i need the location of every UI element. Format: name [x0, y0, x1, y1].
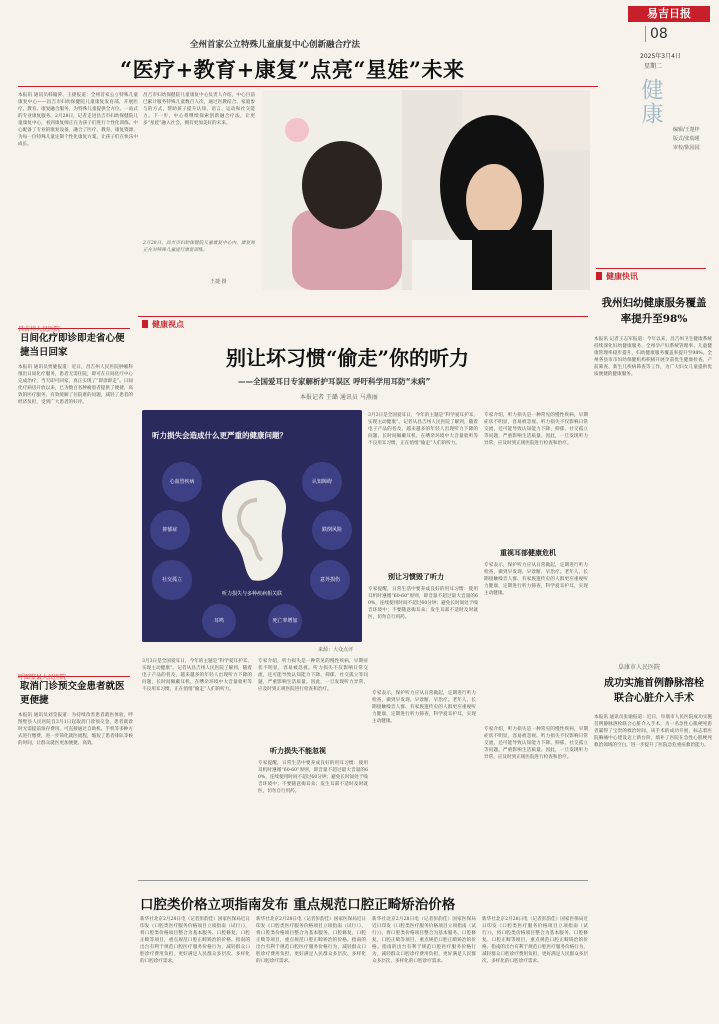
feature-body-lower2: 专家介绍，听力损失是一种常见的慢性疾病，早期症状不明显，容易被忽视。听力损失不仅影响日常交流，还可能导致认知能力下降、抑郁、社交孤立等问题，严重影响生活质量。因此，一旦发现听力异常，应及时到正规医院进行检查和治疗。 — [258, 659, 368, 692]
flash-source2: 阜康市人民医院 — [618, 664, 661, 671]
feature-subhead-c: 重视耳部健康危机 — [500, 548, 556, 557]
ear-graphic — [202, 470, 302, 590]
info-bubble — [302, 462, 342, 502]
source-label: 昌吉州人民医院 — [18, 326, 61, 333]
feature-body-a: 3月3日是全国爱耳日，今年的主题是“科学爱耳护耳，实现主动健康”。记者从昌吉州人民医院了解到，随着电子产品的普及，越来越多的年轻人出现听力下降的问题，长时间佩戴耳机、在嘈杂环境中大音量收听等不良用耳习惯，正在悄悄“偷走”人们的听力。 — [368, 413, 478, 446]
tag-marker-icon — [596, 272, 602, 280]
infographic-center: 听力损失与多种疾病相关联 — [221, 591, 282, 597]
info-bubble-label: 意外损伤 — [319, 577, 340, 583]
bottom-body-3: 新华社北京2月28日电（记者彭韵佳）国家医保局近日印发《口腔类医疗服务价格项目立项指南（试行）》，将口腔类价格项目整合为基本服务、口腔修复、口腔正畸等项目，重点规范口腔正畸矫治的价格。指南的出台有利于规范口腔医疗服务价格行为，减轻群众口腔诊疗费用负担，更好满足人民群众多层次、多样化的口腔诊疗需求。 — [372, 917, 476, 964]
paper-name: 易吉日报 — [628, 6, 710, 22]
feature-body-lower4: 专家表示，保护听力应从日常做起，定期进行听力检查，做到早发现、早诊断、早治疗。老年人、长期接触噪音人群、有家族遗传史的人群更应重视听力健康，定期进行听力筛查，科学爱耳护耳，实现主动健康。 — [372, 691, 476, 724]
top-rule — [18, 86, 598, 87]
info-bubble-label: 抑郁症 — [162, 527, 178, 533]
masthead — [590, 6, 715, 151]
info-bubble-label: 社交孤立 — [161, 577, 182, 583]
info-bubble — [268, 604, 302, 638]
flash-headline: 我州妇幼健康服务覆盖率提升至98% — [601, 297, 707, 325]
feature-body-b: 专家介绍，听力损失是一种常见的慢性疾病，早期症状不明显，容易被忽视。听力损失不仅影响日常交流，还可能导致认知能力下降、抑郁、社交孤立等问题，严重影响生活质量。因此，一旦发现听力异常，应及时到正规医院进行检查和治疗。 — [484, 413, 588, 446]
infographic — [142, 410, 362, 642]
info-bubble — [310, 560, 350, 600]
feature-subhead-a: 听力损失不能忽视 — [270, 746, 326, 755]
flash-headline2: 成功实施首例静脉溶栓联合心脏介入手术 — [604, 678, 704, 704]
feature-body-d: 专家表示，保护听力应从日常做起，定期进行听力检查，做到早发现、早诊断、早治疗。老年人、长期接触噪音人群、有家族遗传史的人群更应重视听力健康，定期进行听力筛查，科学爱耳护耳，实现主动健康。 — [484, 563, 588, 596]
left-headline2: 取消门诊预交金患者就医更便捷 — [20, 681, 125, 706]
bottom-headline: 口腔类价格立项指南发布 重点规范口腔正畸矫治价格 — [140, 897, 456, 913]
flash-body: 本报讯 记者王志军报道：今年以来，昌吉州卫生健康系统持续深化妇幼健康服务，全州孕产妇系统管理率、儿童健康管理率稳步提升，妇幼健康服务覆盖率提升至98%。全州各县市市妇幼保健机构积极开展孕前优生健康检查、产前筛查、新生儿疾病筛查等工作，为广大妇女儿童提供优质便捷的健康服务。 — [594, 337, 712, 377]
issue-date: 2025年3月4日 — [640, 53, 681, 60]
top-body-mid: 昌吉市妇幼保健院儿童康复中心负责人介绍，中心目前已累计服务特殊儿童数百人次，通过医教结合、家庭参与的方式，帮助孩子提升认知、语言、运动和社交能力。下一步，中心将继续探索创新融合疗法，让更多“星娃”融入社会，拥有更加美好的未来。 — [143, 93, 255, 126]
source-label: 呼图壁县人民医院 — [18, 674, 67, 681]
info-bubble — [152, 560, 192, 600]
page-number: 08 — [645, 26, 668, 42]
tag-marker-icon — [142, 320, 148, 328]
bottom-divider — [138, 880, 588, 881]
top-kicker: 全州首家公立特殊儿童康复中心创新融合疗法 — [190, 40, 361, 50]
top-headline: “医疗+教育+康复”点亮“星娃”未来 — [120, 57, 465, 82]
feature-body-lower3: 专家提醒，日常生活中要养成良好的用耳习惯：使用耳机时遵循“60-60”原则，即音量不超过最大音量的60%，连续使用时间不超过60分钟；避免长时间处于噪音环境中；不要随意掏耳朵；发生耳部不适时及时就医，切勿自行用药。 — [258, 761, 368, 794]
bottom-body-4: 新华社北京2月28日电（记者彭韵佳）国家医保局近日印发《口腔类医疗服务价格项目立项指南（试行）》，将口腔类价格项目整合为基本服务、口腔修复、口腔正畸等项目，重点规范口腔正畸矫治的价格。指南的出台有利于规范口腔医疗服务价格行为，减轻群众口腔诊疗费用负担，更好满足人民群众多层次、多样化的口腔诊疗需求。 — [482, 917, 588, 964]
top-body-left: 本报讯 通讯员韩翰萝、王捷报道：全州首家公立特殊儿童康复中心——昌吉市妇幼保健院儿童康复发育部，开展医疗、教育、康复融合服务，为特殊儿童提供全方位、一站式的专业康复服务。2月28日，记者走进昌吉市妇幼保健院儿童康复中心，看到康复师正在为孩子们进行个性化训练。中心配备了专业的康复设备，融合了医疗、教育、康复资源，为每一位特殊儿童定制个性化康复方案，让孩子们在快乐中成长。 — [18, 93, 138, 147]
info-bubble — [312, 510, 352, 550]
flash-body2: 本报讯 通讯员张瑜报道：近日，阜康市人民医院成功实施首例静脉溶栓联合心脏介入手术，为一名急性心肌梗死患者赢得了宝贵的救治时间。该手术的成功开展，标志着医院胸痛中心建设迈上新台阶，填补了医院在急性心肌梗死救治领域的空白，进一步提升了医院急危重症救治能力。 — [594, 715, 712, 748]
infographic-source: 来源：大众点评 — [318, 647, 354, 653]
section-title: 健康 — [638, 78, 663, 126]
info-bubble-label: 死亡率增加 — [272, 618, 298, 624]
info-bubble-label: 跌倒风险 — [321, 527, 342, 533]
left-body2: 本报讯 通讯员刘莹报道：为持续改善患者就医体验，呼图壁县人民医院自3月1日起取消门诊预交金，患者就诊时无需提前预存费用，可直接通过自助机、手机等多种方式进行缴费，进一步简化就医流程，缩短了患者排队等候的时间，让群众就医更加便捷、高效。 — [18, 713, 133, 746]
flash-tag — [596, 268, 706, 283]
feature-body-lower: 3月3日是全国爱耳日，今年的主题是“科学爱耳护耳，实现主动健康”。记者从昌吉州人民医院了解到，随着电子产品的普及，越来越多的年轻人出现听力下降的问题，长时间佩戴耳机、在嘈杂环境中大音量收听等不良用耳习惯，正在悄悄“偷走”人们的听力。 — [142, 659, 252, 692]
left-source1 — [18, 316, 130, 333]
feature-subhead-b: 别让习惯毁了听力 — [388, 572, 444, 581]
editor-line: 编辑/王楚梓 — [673, 127, 700, 133]
info-bubble-label: 耳鸣 — [213, 618, 224, 624]
bottom-body-1: 新华社北京2月28日电（记者彭韵佳）国家医保局近日印发《口腔类医疗服务价格项目立项指南（试行）》，将口腔类价格项目整合为基本服务、口腔修复、口腔正畸等项目，重点规范口腔正畸矫治的价格。指南的出台有利于规范口腔医疗服务价格行为，减轻群众口腔诊疗费用负担，更好满足人民群众多层次、多样化的口腔诊疗需求。 — [140, 917, 250, 964]
info-bubble — [162, 462, 202, 502]
info-bubble — [202, 604, 236, 638]
feature-tag-label: 健康视点 — [152, 320, 184, 329]
left-source2 — [18, 664, 130, 681]
photo-caption: 2月28日，昌吉市妇幼保健院儿童康复中心内，康复师正在对特殊儿童进行康复训练。 — [143, 241, 255, 253]
info-bubble-label: 认知障碍 — [311, 479, 332, 485]
editor-list — [673, 126, 700, 153]
editor-line: 版式/张瑞瑾 — [673, 136, 700, 142]
flash-tag-label: 健康快讯 — [606, 272, 638, 281]
feature-body-c: 专家提醒，日常生活中要养成良好的用耳习惯：使用耳机时遵循“60-60”原则，即音量不超过最大音量的60%，连续使用时间不超过60分钟；避免长时间处于噪音环境中；不要随意掏耳朵；发生耳部不适时及时就医，切勿自行用药。 — [368, 587, 478, 620]
info-bubble — [150, 510, 190, 550]
infographic-title: 听力损失会造成什么更严重的健康问题？ — [152, 431, 287, 440]
left-headline1: 日间化疗即诊即走省心便捷当日回家 — [20, 333, 125, 358]
photo-credit: 王捷 摄 — [210, 279, 227, 285]
info-bubble-label: 心血管疾病 — [169, 479, 195, 485]
therapy-photo — [262, 90, 590, 290]
weekday: 星期二 — [644, 63, 663, 70]
feature-headline: 别让坏习惯“偷走”你的听力 — [226, 346, 470, 370]
feature-byline: 本报记者 王璐 通讯员 马燕丽 — [300, 394, 378, 401]
feature-subhead: ——全国爱耳日专家解析护耳误区 呼吁科学用耳防“未病” — [238, 377, 431, 386]
bottom-body-2: 新华社北京2月28日电（记者彭韵佳）国家医保局近日印发《口腔类医疗服务价格项目立项指南（试行）》，将口腔类价格项目整合为基本服务、口腔修复、口腔正畸等项目，重点规范口腔正畸矫治的价格。指南的出台有利于规范口腔医疗服务价格行为，减轻群众口腔诊疗费用负担，更好满足人民群众多层次、多样化的口腔诊疗需求。 — [256, 917, 366, 964]
feature-body-lower5: 专家介绍，听力损失是一种常见的慢性疾病，早期症状不明显，容易被忽视。听力损失不仅影响日常交流，还可能导致认知能力下降、抑郁、社交孤立等问题，严重影响生活质量。因此，一旦发现听力异常，应及时到正规医院进行检查和治疗。 — [484, 727, 588, 760]
left-body1: 本报讯 通讯员贾婕报道：近日，昌吉州人民医院肿瘤科推出日间化疗服务，患者无需住院，即可在日间化疗中心完成治疗，当天即可回家，真正实现了“即诊即走”。日间化疗病房开放以来，已为数百名肿瘤患者提供了便捷、高效的医疗服务，有效缓解了住院难的问题，减轻了患者的经济负担，受到广大患者的好评。 — [18, 365, 133, 405]
editor-line: 审校/陈园园 — [673, 145, 700, 151]
feature-tag — [138, 316, 588, 331]
